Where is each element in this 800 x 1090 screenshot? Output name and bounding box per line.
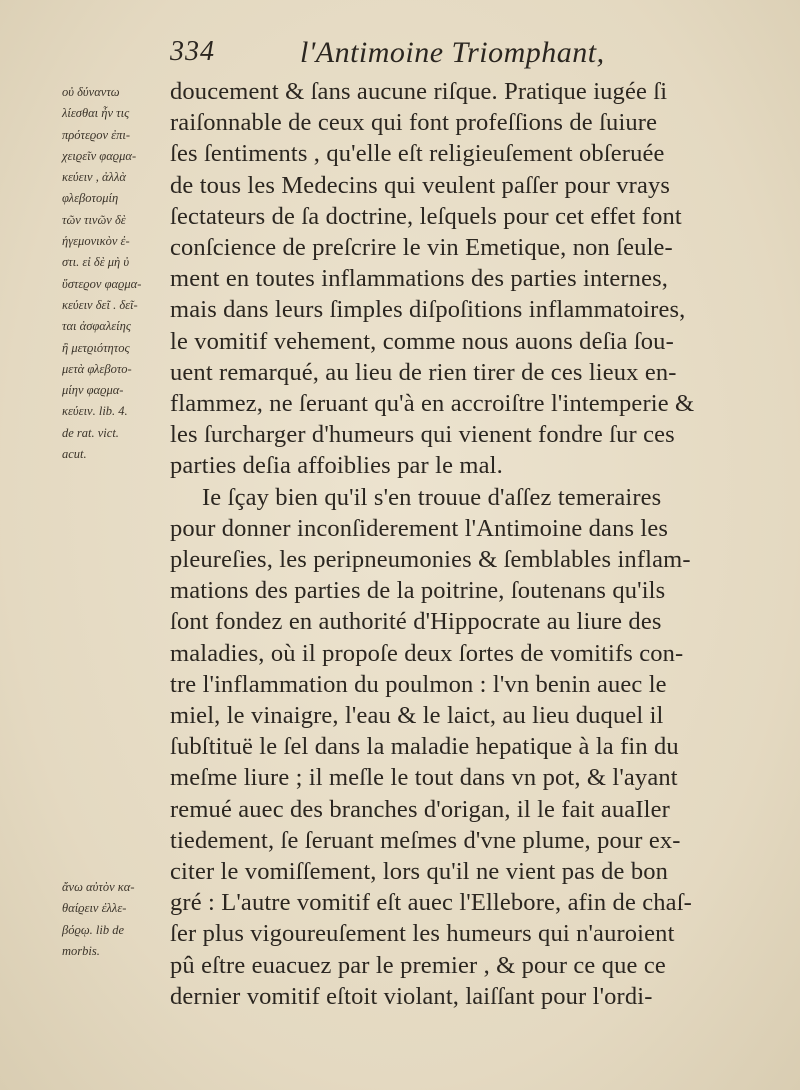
text-line: meſme liure ; il meſle le tout dans vn pot, & l'ayant [170,764,678,792]
page-number: 334 [170,36,215,67]
text-line: tiedement, ſe ſeruant meſmes d'vne plume, pour ex- [170,826,681,854]
margin-note-line: φλεβοτομίη [62,191,119,206]
text-line: le vomitif vehement, comme nous auons deſia ſou- [170,327,674,355]
margin-note-line: μίην φαϱμα- [62,383,124,398]
margin-note-line: θαίϱειν ἐλλε- [62,901,127,916]
text-line: miel, le vinaigre, l'eau & le laict, au lieu duquel il [170,702,664,730]
text-line: citer le vomiſſement, lors qu'il ne vient pas de bon [170,858,669,886]
text-line: raiſonnable de ceux qui font profeſſions de ſuiure [170,109,658,137]
running-title: l'Antimoine Triomphant, [300,36,605,69]
margin-note-line: κεύειν δεῖ . δεῖ- [62,297,138,312]
margin-note-line: ὕστεϱον φαϱμα- [62,276,142,291]
margin-note-line: χειϱεῖν φαϱμα- [62,148,137,163]
text-line: de tous les Medecins qui veulent paſſer pour vrays [170,171,671,199]
text-line: ſes ſentiments , qu'elle eſt religieuſement obſeruée [170,140,665,168]
main-text [170,76,755,1012]
text-line: pû eſtre euacuez par le premier , & pour ce que ce [170,951,666,979]
margin-note-line: στι. εἰ δὲ μὴ ὐ [62,255,130,270]
text-line: maladies, où il propoſe deux ſortes de vomitifs con- [170,639,684,667]
text-line: doucement & ſans aucune riſque. Pratique iugée ſi [170,78,668,105]
margin-note-greek-1 [62,82,141,465]
margin-note-line: οὐ δύναντω [62,85,120,99]
text-line: conſcience de preſcrire le vin Emetique, non ſeule- [170,234,673,262]
paragraph-first-line: Ie ſçay bien qu'il s'en trouue d'aſſez temeraires [202,483,662,511]
text-line: pleureſies, les peripneumonies & ſemblables inflam- [170,546,691,574]
text-line: ſont fondez en authorité d'Hippocrate au liure des [170,608,662,636]
text-line: flammez, ne ſeruant qu'à en accroiſtre l'intemperie & [170,390,695,418]
margin-note-line: κεύειν. lib. 4. [62,404,128,419]
text-line: mations des parties de la poitrine, ſoutenans qu'ils [170,577,666,605]
margin-note-line: morbis. [62,943,100,958]
margin-note-line: ἡγεμονικὸν ἐ- [62,234,130,249]
text-line: parties deſia affoiblies par le mal. [170,452,503,480]
margin-note-line: ἢ μετϱιότητος [62,340,130,355]
text-line: ment en toutes inflammations des parties internes, [170,265,669,293]
margin-note-line: de rat. vict. [62,425,119,440]
text-line: uent remarqué, au lieu de rien tirer de ces lieux en- [170,358,677,386]
text-line: mais dans leurs ſimples diſpoſitions inflammatoires, [170,296,686,324]
margin-note-greek-2 [62,877,134,962]
margin-note-line: βόϱῳ. lib de [62,922,125,937]
text-line: remué auec des branches d'origan, il le fait auaIler [170,795,670,823]
text-line: ſer plus vigoureuſement les humeurs qui n'auroient [170,920,675,948]
page-header [170,36,770,72]
text-line: dernier vomitif eſtoit violant, laiſſant pour l'ordi- [170,982,653,1010]
margin-note-line: μετὰ φλεβοτο- [62,361,132,376]
margin-note-line: πρότεϱον ἐπι- [62,127,130,142]
text-line: tre l'inflammation du poulmon : l'vn benin auec le [170,670,667,698]
text-line: ſubſtituë le ſel dans la maladie hepatique à la fin du [170,733,679,761]
text-line: les ſurcharger d'humeurs qui vienent fondre ſur ces [170,421,675,449]
margin-note-line: κεύειν , ἀλλὰ [62,170,126,185]
margin-note-line: ται ἀσφαλείης [62,319,131,334]
text-line: ſectateurs de ſa doctrine, leſquels pour cet effet font [170,202,682,230]
text-line: gré : L'autre vomitif eſt auec l'Ellebore, afin de chaſ- [170,889,692,917]
text-line: pour donner inconſiderement l'Antimoine dans les [170,514,669,542]
margin-note-line: λίεσθαι ἦν τις [62,106,130,121]
margin-note-line: ἄνω αὐτὸν κα- [62,880,135,894]
margin-note-line: τῶν τινῶν δὲ [62,212,126,227]
margin-note-line: acut. [62,447,87,462]
